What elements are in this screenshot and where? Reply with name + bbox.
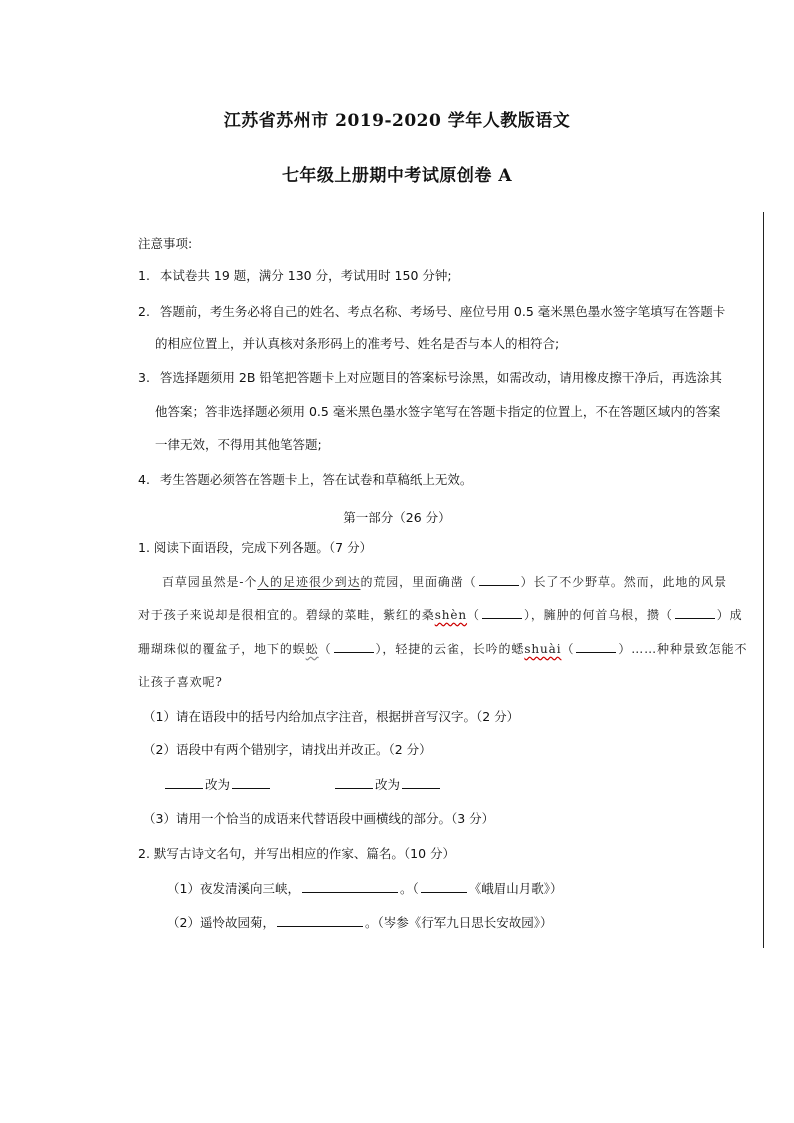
notice-item-4 bbox=[138, 472, 472, 488]
notice-item-text: 答题前，考生务必将自己的姓名、考点名称、考场号、座位号用 0.5 毫米黑色墨水签字笔填写在答题卡 bbox=[159, 304, 726, 319]
question-1-stem: 1. 阅读下面语段，完成下列各题。（7 分） bbox=[138, 540, 373, 555]
poem-item-2 bbox=[167, 914, 552, 931]
margin-rule bbox=[763, 212, 764, 948]
notice-item-text: 答选择题须用 2B 铅笔把答题卡上对应题目的答案标号涂黑，如需改动，请用橡皮擦干净后，再选涂其 bbox=[159, 370, 722, 385]
answer-blank[interactable] bbox=[165, 776, 203, 789]
answer-blank[interactable] bbox=[576, 640, 616, 653]
notice-item-2 bbox=[138, 304, 725, 320]
pinyin-prompt: shèn bbox=[434, 608, 468, 622]
correction-fill-1 bbox=[163, 776, 272, 793]
notice-item-text: 的相应位置上，并认真核对条形码上的准考号、姓名是否与本人的相符合; bbox=[155, 336, 560, 351]
notice-item-text: 考生答题必须答在答题卡上，答在试卷和草稿纸上无效。 bbox=[159, 472, 473, 487]
notice-item-number: 1. bbox=[138, 268, 150, 283]
poem-source: 。（岑参《行军九日思长安故园》） bbox=[364, 915, 553, 930]
question-2-stem: 2. 默写古诗文名句，并写出相应的作家、篇名。（10 分） bbox=[138, 846, 456, 861]
notice-item-1 bbox=[138, 268, 452, 284]
poem-text: 。（ bbox=[399, 881, 419, 896]
answer-blank[interactable] bbox=[402, 776, 440, 789]
passage-text: 珊瑚珠似的覆盆子，地下的蜈 bbox=[138, 642, 306, 656]
answer-blank[interactable] bbox=[479, 573, 519, 586]
fill-label: 改为 bbox=[205, 777, 231, 792]
notice-heading: 注意事项: bbox=[138, 236, 193, 251]
passage-text: ），轻捷的云雀，长吟的蟋 bbox=[375, 642, 525, 656]
answer-blank[interactable] bbox=[302, 880, 398, 893]
answer-blank[interactable] bbox=[335, 776, 373, 789]
dotted-character: 蚣 bbox=[305, 642, 319, 656]
notice-item-text: 一律无效，不得用其他笔答题; bbox=[155, 437, 322, 452]
poem-item-1 bbox=[167, 880, 563, 897]
answer-blank[interactable] bbox=[232, 776, 270, 789]
underlined-phrase: 人的足迹很少到达 bbox=[257, 575, 361, 589]
passage-text: ），臃肿的何首乌根，攒（ bbox=[523, 608, 673, 622]
fill-label: 改为 bbox=[375, 777, 401, 792]
passage-text: （ bbox=[561, 642, 575, 656]
notice-item-number: 3. bbox=[138, 370, 150, 385]
exam-subtitle: 七年级上册期中考试原创卷 A bbox=[281, 166, 513, 186]
passage-text: ）长了不少野草。然而，此地的风景 bbox=[520, 575, 727, 589]
sub-question-1: （1）请在语段中的括号内给加点字注音，根据拼音写汉字。（2 分） bbox=[143, 709, 520, 724]
notice-item-text: 本试卷共 19 题，满分 130 分，考试用时 150 分钟; bbox=[159, 268, 452, 283]
passage-line-1 bbox=[162, 573, 727, 590]
section-title: 第一部分（26 分） bbox=[343, 510, 451, 525]
sub-question-2: （2）语段中有两个错别字，请找出并改正。（2 分） bbox=[143, 742, 432, 757]
correction-fill-2 bbox=[333, 776, 442, 793]
notice-item-number: 4. bbox=[138, 472, 150, 487]
passage-text: 对于孩子来说却是很相宜的。碧绿的菜畦，紫红的桑 bbox=[138, 608, 435, 622]
pinyin-prompt: shuài bbox=[524, 642, 562, 656]
answer-blank[interactable] bbox=[421, 880, 467, 893]
notice-item-3 bbox=[138, 370, 722, 386]
passage-text: ）……种种景致怎能不 bbox=[618, 642, 748, 656]
answer-blank[interactable] bbox=[334, 640, 374, 653]
exam-title: 江苏省苏州市 2019-2020 学年人教版语文 bbox=[223, 111, 571, 131]
sub-question-3: （3）请用一个恰当的成语来代替语段中画横线的部分。（3 分） bbox=[143, 811, 495, 826]
passage-text: 的荒园，里面确凿（ bbox=[360, 575, 477, 589]
answer-blank[interactable] bbox=[277, 914, 363, 927]
passage-text: ）成 bbox=[716, 608, 743, 622]
passage-line-3 bbox=[138, 640, 747, 657]
passage-line-2 bbox=[138, 606, 743, 623]
passage-text: （ bbox=[467, 608, 480, 622]
answer-blank[interactable] bbox=[482, 606, 522, 619]
poem-text: （2）遥怜故园菊， bbox=[167, 915, 275, 930]
notice-item-number: 2. bbox=[138, 304, 150, 319]
answer-blank[interactable] bbox=[675, 606, 715, 619]
notice-item-text: 他答案；答非选择题必须用 0.5 毫米黑色墨水签字笔写在答题卡指定的位置上，不在答题区域内的答案 bbox=[155, 404, 721, 419]
passage-text: （ bbox=[318, 642, 332, 656]
poem-source: 《峨眉山月歌》） bbox=[468, 881, 563, 896]
passage-text: 百草园虽然是-个 bbox=[162, 575, 258, 589]
passage-line-4: 让孩子喜欢呢? bbox=[138, 675, 223, 689]
poem-text: （1）夜发清溪向三峡， bbox=[167, 881, 300, 896]
